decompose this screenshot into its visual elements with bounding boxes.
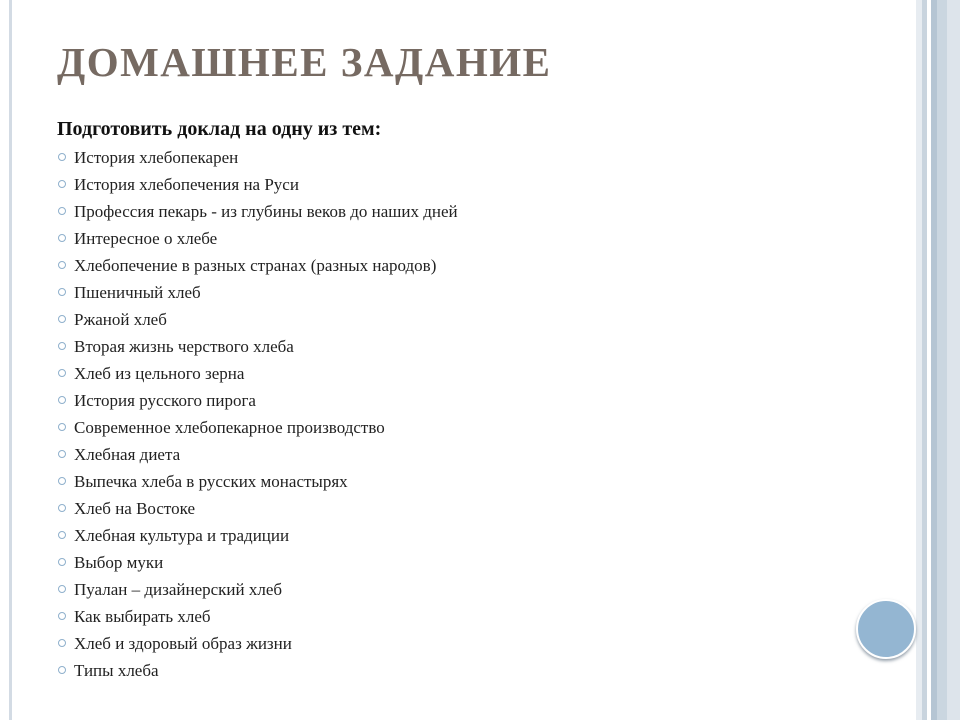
list-item [57, 201, 458, 228]
topic-label: Профессия пекарь - из глубины веков до наших дней [74, 202, 458, 221]
topic-list [57, 147, 458, 687]
topic-label: Выпечка хлеба в русских монастырях [74, 472, 348, 491]
bullet-icon [58, 180, 66, 188]
topic-label: Хлеб из цельного зерна [74, 364, 245, 383]
bullet-icon [58, 666, 66, 674]
topic-label: Типы хлеба [74, 661, 159, 680]
topic-label: Пуалан – дизайнерский хлеб [74, 580, 283, 599]
list-item [57, 498, 458, 525]
list-item [57, 282, 458, 309]
circle-ornament-icon [856, 599, 916, 659]
topic-label: История хлебопекарен [74, 148, 239, 167]
list-item [57, 471, 458, 498]
list-item [57, 336, 458, 363]
list-item [57, 309, 458, 336]
bullet-icon [58, 261, 66, 269]
right-stripe [937, 0, 947, 720]
bullet-icon [58, 639, 66, 647]
left-border [0, 0, 12, 720]
topic-label: Хлебная культура и традиции [74, 526, 290, 545]
list-item [57, 525, 458, 552]
bullet-icon [58, 315, 66, 323]
topic-label: Пшеничный хлеб [74, 283, 201, 302]
topic-label: Ржаной хлеб [74, 310, 167, 329]
list-item [57, 552, 458, 579]
slide-title: ДОМАШНЕЕ ЗАДАНИЕ [57, 39, 552, 85]
bullet-icon [58, 153, 66, 161]
list-item [57, 228, 458, 255]
bullet-icon [58, 234, 66, 242]
topic-label: История хлебопечения на Руси [74, 175, 299, 194]
bullet-icon [58, 369, 66, 377]
intro-text: Подготовить доклад на одну из тем: [57, 118, 382, 140]
list-item [57, 660, 458, 687]
topic-label: Хлеб на Востоке [74, 499, 195, 518]
topic-label: История русского пирога [74, 391, 256, 410]
topic-label: Как выбирать хлеб [74, 607, 211, 626]
list-item [57, 390, 458, 417]
list-item [57, 417, 458, 444]
bullet-icon [58, 612, 66, 620]
list-item [57, 255, 458, 282]
bullet-icon [58, 585, 66, 593]
topic-label: Современное хлебопекарное производство [74, 418, 385, 437]
bullet-icon [58, 423, 66, 431]
list-item [57, 444, 458, 471]
bullet-icon [58, 207, 66, 215]
list-item [57, 633, 458, 660]
topic-label: Интересное о хлебе [74, 229, 218, 248]
bullet-icon [58, 450, 66, 458]
bullet-icon [58, 342, 66, 350]
bullet-icon [58, 396, 66, 404]
list-item [57, 174, 458, 201]
list-item [57, 606, 458, 633]
topic-label: Хлеб и здоровый образ жизни [74, 634, 292, 653]
topic-label: Вторая жизнь черствого хлеба [74, 337, 294, 356]
topic-label: Хлебная диета [74, 445, 181, 464]
bullet-icon [58, 288, 66, 296]
bullet-icon [58, 504, 66, 512]
list-item [57, 579, 458, 606]
topic-label: Выбор муки [74, 553, 164, 572]
list-item [57, 147, 458, 174]
bullet-icon [58, 558, 66, 566]
topic-label: Хлебопечение в разных странах (разных народов) [74, 256, 437, 275]
bullet-icon [58, 531, 66, 539]
bullet-icon [58, 477, 66, 485]
list-item [57, 363, 458, 390]
right-stripe [947, 0, 960, 720]
